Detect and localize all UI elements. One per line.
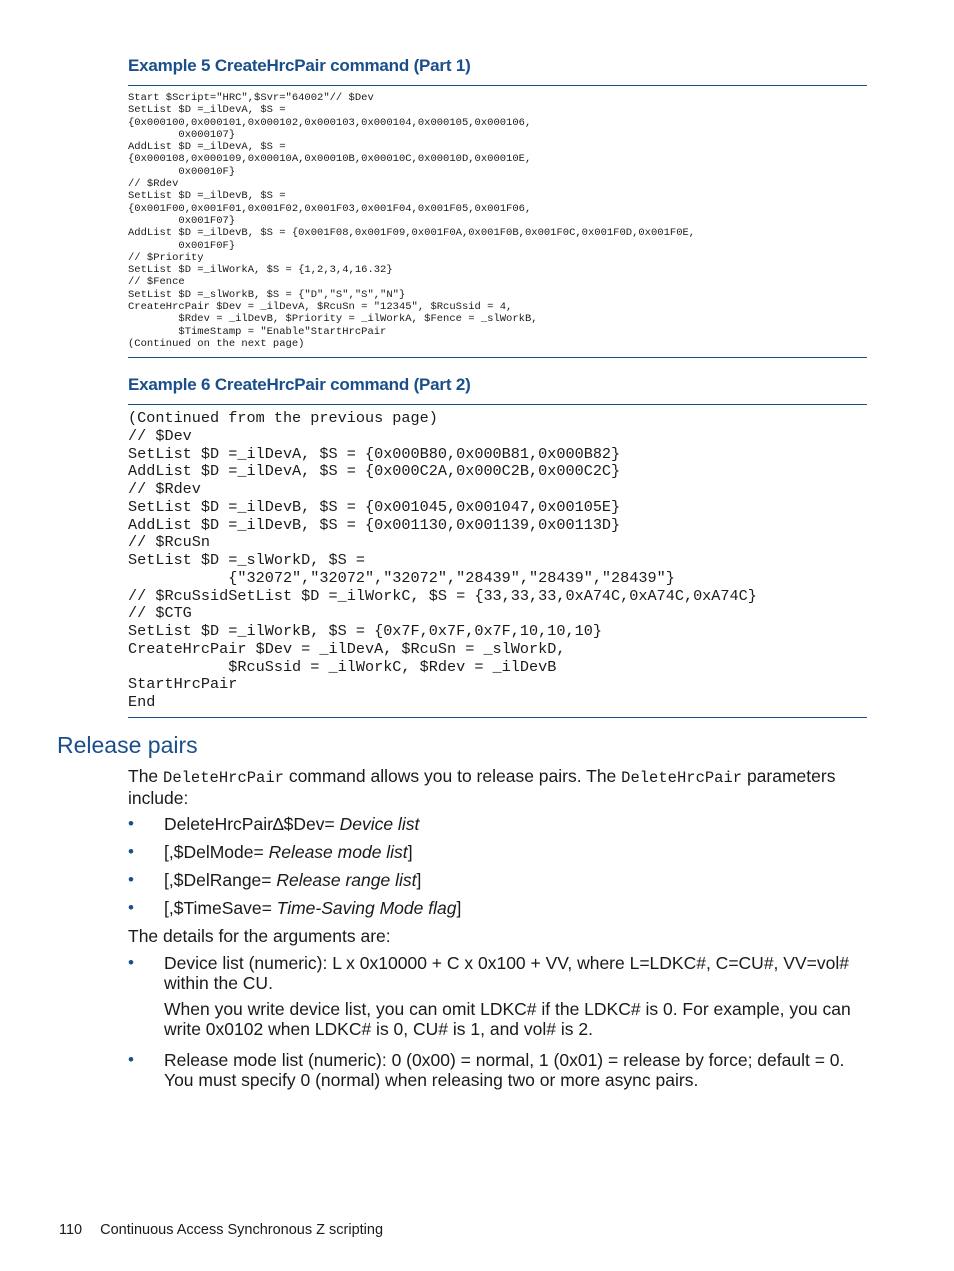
example-6-code: (Continued from the previous page) // $Dev SetList $D =_ilDevA, $S = {0x000B80,0x000B81,0x000B82} AddList $D =_ilDevA, $S = {0x000C2A,0x000C2B,0x000C2C} // $Rdev SetList $D =_ilDevB, $S = {0x001045,0x001047,0x00105E} AddList $D =_ilDevB, $S = {0x001130,0x001139,0x00113D} // $RcuSn SetList $D =_slWorkD, $S = {"32072","32072","32072","28439","28439","28439"} // $RcuSsidSetList $D =_ilWorkC, $S = {33,33,33,0xA74C,0xA74C,0xA74C} // $CTG SetList $D =_ilWorkB, $S = {0x7F,0x7F,0x7F,10,10,10} CreateHrcPair $Dev = _ilDevA, $RcuSn = _slWorkD, $RcuSsid = _ilWorkC, $Rdev = _ilDevB StartHrcPair End — [128, 409, 757, 711]
details-intro: The details for the arguments are: — [128, 926, 391, 946]
command-name: DeleteHrcPair — [163, 769, 284, 787]
intro-paragraph: The DeleteHrcPair command allows you to release pairs. The DeleteHrcPair parameters include: — [128, 766, 836, 808]
example-5-title: Example 5 CreateHrcPair command (Part 1) — [128, 56, 471, 75]
bullet-icon: • — [128, 1050, 134, 1069]
command-name: DeleteHrcPair — [621, 769, 743, 787]
page-number: 110 — [59, 1222, 83, 1238]
document-page: Example 5 CreateHrcPair command (Part 1) Start $Script="HRC",$Svr="64002"// $Dev SetList $D =_ilDevA, $S = {0x000100,0x000101,0x000102,0x000103,0x000104,0x000105,0x000106, 0x000107} AddList $D =_ilDevA, $S = {0x000108,0x000109,0x00010A,0x00010B,0x00010C,0x00010D,0x00010E, 0x00010F} // $Rdev SetList $D =_ilDevB, $S = {0x001F00,0x001F01,0x001F02,0x001F03,0x001F04,0x001F05,0x001F06, 0x001F07} AddList $D =_ilDevB, $S = {0x001F08,0x001F09,0x001F0A,0x001F0B,0x001F0C,0x001F0D,0x001F0E, 0x001F0F} // $Priority SetList $D =_ilWorkA, $S = {1,2,3,4,16.32} // $Fence SetList $D =_slWorkB, $S = {"D","S","S","N"} CreateHrcPair $Dev = _ilDevA, $RcuSn = "12345", $RcuSsid = 4, $Rdev = _ilDevB, $Priority = _ilWorkA, $Fence = _slWorkB, $TimeStamp = "Enable"StartHrcPair (Continued on the next page) Example 6 CreateHrcPair command (Part 2) (Continued from the previous page) // $Dev SetList $D =_ilDevA, $S = {0x000B80,0x000B81,0x000B82} AddList $D =_ilDevA, $S = {0x000C2A,0x000C2B,0x000C2C} // $Rdev SetList $D =_ilDevB, $S = {0x001045,0x001047,0x00105E} AddList $D =_ilDevB, $S = {0x001130,0x001139,0x00113D} // $RcuSn SetList $D =_slWorkD, $S = {"32072","32072","32072","28439","28439","28439"} // $RcuSsidSetList $D =_ilWorkC, $S = {33,33,33,0xA74C,0xA74C,0xA74C} // $CTG SetList $D =_ilWorkB, $S = {0x7F,0x7F,0x7F,10,10,10} CreateHrcPair $Dev = _ilDevA, $RcuSn = _slWorkD, $RcuSsid = _ilWorkC, $Rdev = _ilDevB StartHrcPair End Release pairs The DeleteHrcPair command allows you to release pairs. The DeleteHrcPair parameters include: • DeleteHrcPair∆$Dev= Device list • [,$DelMode= Release mode list] • [,$DelRange= Release range list] • [,$TimeSave= Time-Saving Mode flag] The details for the arguments are: • Device list (numeric): L x 0x10000 + C x 0x100 + VV, where L=LDKC#, C=CU#, VV=vol# within the CU. When you write device list, you can omit LDKC# if the LDKC# is 0. For example, you can write 0x0102 when LDKC# is 0, CU# is 1, and vol# is 2. • Release mode list (numeric): 0 (0x00) = normal, 1 (0x01) = release by force; default = 0. You must specify 0 (normal) when releasing two or more async pairs. 110 Continuous Access Synchronous Z scripting — [0, 0, 954, 1271]
example-5-top-rule — [128, 85, 867, 86]
example-5-bottom-rule — [128, 357, 867, 358]
example-5-code: Start $Script="HRC",$Svr="64002"// $Dev SetList $D =_ilDevA, $S = {0x000100,0x000101,0x000102,0x000103,0x000104,0x000105,0x000106, 0x000107} AddList $D =_ilDevA, $S = {0x000108,0x000109,0x00010A,0x00010B,0x00010C,0x00010D,0x00010E, 0x00010F} // $Rdev SetList $D =_ilDevB, $S = {0x001F00,0x001F01,0x001F02,0x001F03,0x001F04,0x001F05,0x001F06, 0x001F07} AddList $D =_ilDevB, $S = {0x001F08,0x001F09,0x001F0A,0x001F0B,0x001F0C,0x001F0D,0x001F0E, 0x001F0F} // $Priority SetList $D =_ilWorkA, $S = {1,2,3,4,16.32} // $Fence SetList $D =_slWorkB, $S = {"D","S","S","N"} CreateHrcPair $Dev = _ilDevA, $RcuSn = "12345", $RcuSsid = 4, $Rdev = _ilDevB, $Priority = _ilWorkA, $Fence = _slWorkB, $TimeStamp = "Enable"StartHrcPair (Continued on the next page) — [128, 92, 696, 350]
bullet-icon: • — [128, 953, 134, 972]
detail-subparagraph: When you write device list, you can omit LDKC# if the LDKC# is 0. For example, you can write 0x0102 when LDKC# is 0, CU# is 1, and vol# is 2. — [164, 999, 851, 1039]
footer-title: Continuous Access Synchronous Z scripting — [100, 1222, 384, 1238]
example-6-title: Example 6 CreateHrcPair command (Part 2) — [128, 375, 471, 394]
section-title: Release pairs — [57, 732, 198, 758]
bullet-icon: • — [128, 898, 134, 917]
example-6-bottom-rule — [128, 717, 867, 718]
bullet-icon: • — [128, 870, 134, 889]
bullet-icon: • — [128, 814, 134, 833]
bullet-icon: • — [128, 842, 134, 861]
page-footer — [59, 1222, 383, 1238]
example-6-top-rule — [128, 404, 867, 405]
